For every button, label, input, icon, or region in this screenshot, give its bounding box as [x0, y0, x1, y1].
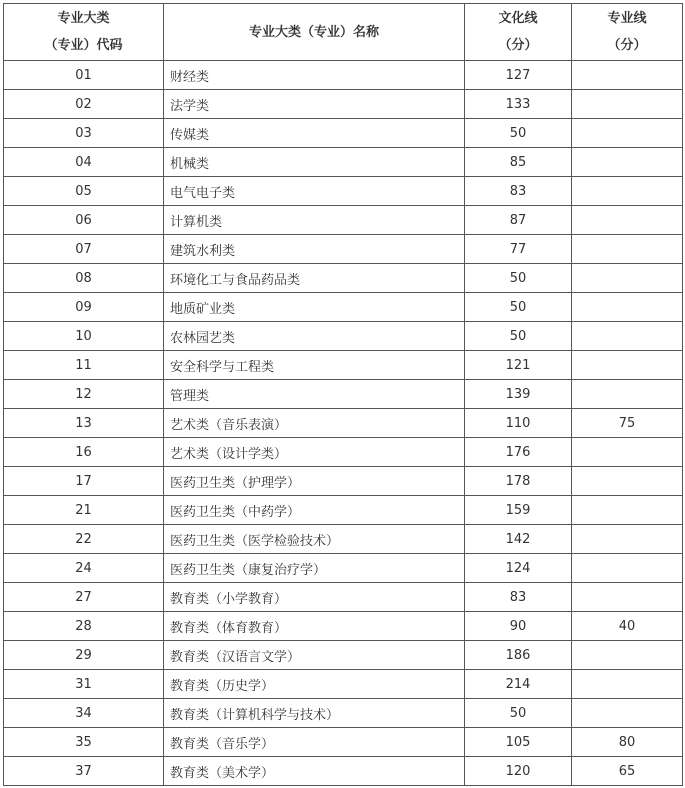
name-cell: 医药卫生类（康复治疗学）: [164, 554, 465, 583]
name-cell: 艺术类（音乐表演）: [164, 409, 465, 438]
table-row: [4, 728, 683, 757]
code-cell: 06: [4, 206, 164, 235]
table-row: [4, 612, 683, 641]
table-row: [4, 409, 683, 438]
major-score-cell: [572, 61, 683, 90]
header-culture-line1: 文化线: [498, 11, 538, 26]
code-cell: 11: [4, 351, 164, 380]
table-row: [4, 583, 683, 612]
code-cell: 22: [4, 525, 164, 554]
table-row: [4, 322, 683, 351]
code-cell: 27: [4, 583, 164, 612]
major-score-cell: [572, 699, 683, 728]
major-score-cell: [572, 177, 683, 206]
major-score-cell: [572, 641, 683, 670]
name-cell: 艺术类（设计学类）: [164, 438, 465, 467]
table-row: [4, 177, 683, 206]
culture-score-cell: 83: [465, 177, 572, 206]
code-cell: 03: [4, 119, 164, 148]
major-score-cell: [572, 583, 683, 612]
major-score-cell: [572, 351, 683, 380]
major-score-cell: [572, 525, 683, 554]
major-score-cell: [572, 670, 683, 699]
table-row: [4, 235, 683, 264]
major-score-cell: [572, 90, 683, 119]
table-row: [4, 438, 683, 467]
code-cell: 04: [4, 148, 164, 177]
score-table: [3, 3, 683, 786]
name-cell: 地质矿业类: [164, 293, 465, 322]
code-cell: 31: [4, 670, 164, 699]
culture-score-cell: 50: [465, 699, 572, 728]
header-culture: [465, 4, 572, 61]
code-cell: 34: [4, 699, 164, 728]
culture-score-cell: 50: [465, 119, 572, 148]
code-cell: 37: [4, 757, 164, 786]
code-cell: 13: [4, 409, 164, 438]
culture-score-cell: 176: [465, 438, 572, 467]
table-row: [4, 90, 683, 119]
culture-score-cell: 214: [465, 670, 572, 699]
code-cell: 10: [4, 322, 164, 351]
culture-score-cell: 124: [465, 554, 572, 583]
name-cell: 医药卫生类（医学检验技术）: [164, 525, 465, 554]
table-row: [4, 757, 683, 786]
table-row: [4, 467, 683, 496]
table-row: [4, 206, 683, 235]
major-score-cell: [572, 467, 683, 496]
major-score-cell: [572, 119, 683, 148]
culture-score-cell: 105: [465, 728, 572, 757]
table-row: [4, 496, 683, 525]
table-row: [4, 525, 683, 554]
table-row: [4, 554, 683, 583]
culture-score-cell: 50: [465, 322, 572, 351]
code-cell: 16: [4, 438, 164, 467]
code-cell: 05: [4, 177, 164, 206]
name-cell: 管理类: [164, 380, 465, 409]
code-cell: 12: [4, 380, 164, 409]
culture-score-cell: 133: [465, 90, 572, 119]
header-row: [4, 4, 683, 61]
culture-score-cell: 186: [465, 641, 572, 670]
culture-score-cell: 77: [465, 235, 572, 264]
major-score-cell: [572, 293, 683, 322]
major-score-cell: [572, 148, 683, 177]
major-score-cell: [572, 438, 683, 467]
name-cell: 教育类（计算机科学与技术）: [164, 699, 465, 728]
culture-score-cell: 178: [465, 467, 572, 496]
table-row: [4, 380, 683, 409]
header-code-line1: 专业大类: [57, 11, 110, 26]
major-score-cell: 80: [572, 728, 683, 757]
culture-score-cell: 90: [465, 612, 572, 641]
code-cell: 29: [4, 641, 164, 670]
table-row: [4, 293, 683, 322]
name-cell: 教育类（美术学）: [164, 757, 465, 786]
major-score-cell: [572, 380, 683, 409]
culture-score-cell: 159: [465, 496, 572, 525]
code-cell: 07: [4, 235, 164, 264]
table-row: [4, 264, 683, 293]
name-cell: 环境化工与食品药品类: [164, 264, 465, 293]
table-row: [4, 148, 683, 177]
major-score-cell: [572, 554, 683, 583]
table-row: [4, 670, 683, 699]
culture-score-cell: 127: [465, 61, 572, 90]
major-score-cell: [572, 322, 683, 351]
major-score-cell: [572, 264, 683, 293]
major-score-cell: 65: [572, 757, 683, 786]
header-major-line2: （分）: [607, 38, 647, 53]
table-row: [4, 351, 683, 380]
code-cell: 08: [4, 264, 164, 293]
name-cell: 安全科学与工程类: [164, 351, 465, 380]
code-cell: 01: [4, 61, 164, 90]
name-cell: 医药卫生类（中药学）: [164, 496, 465, 525]
name-cell: 教育类（小学教育）: [164, 583, 465, 612]
major-score-cell: [572, 235, 683, 264]
major-score-cell: 40: [572, 612, 683, 641]
header-code: [4, 4, 164, 61]
culture-score-cell: 50: [465, 293, 572, 322]
culture-score-cell: 121: [465, 351, 572, 380]
code-cell: 28: [4, 612, 164, 641]
name-cell: 计算机类: [164, 206, 465, 235]
name-cell: 法学类: [164, 90, 465, 119]
culture-score-cell: 142: [465, 525, 572, 554]
major-score-cell: 75: [572, 409, 683, 438]
culture-score-cell: 120: [465, 757, 572, 786]
code-cell: 24: [4, 554, 164, 583]
culture-score-cell: 50: [465, 264, 572, 293]
name-cell: 财经类: [164, 61, 465, 90]
culture-score-cell: 87: [465, 206, 572, 235]
major-score-cell: [572, 206, 683, 235]
table-row: [4, 699, 683, 728]
header-major-line1: 专业线: [607, 11, 647, 26]
culture-score-cell: 110: [465, 409, 572, 438]
name-cell: 教育类（历史学）: [164, 670, 465, 699]
culture-score-cell: 139: [465, 380, 572, 409]
name-cell: 农林园艺类: [164, 322, 465, 351]
table-row: [4, 641, 683, 670]
name-cell: 传媒类: [164, 119, 465, 148]
name-cell: 医药卫生类（护理学）: [164, 467, 465, 496]
name-cell: 教育类（音乐学）: [164, 728, 465, 757]
code-cell: 35: [4, 728, 164, 757]
table-row: [4, 119, 683, 148]
code-cell: 21: [4, 496, 164, 525]
name-cell: 机械类: [164, 148, 465, 177]
code-cell: 17: [4, 467, 164, 496]
major-score-cell: [572, 496, 683, 525]
code-cell: 02: [4, 90, 164, 119]
header-major: [572, 4, 683, 61]
name-cell: 教育类（汉语言文学）: [164, 641, 465, 670]
header-code-line2: （专业）代码: [44, 38, 123, 53]
table-row: [4, 61, 683, 90]
code-cell: 09: [4, 293, 164, 322]
culture-score-cell: 83: [465, 583, 572, 612]
name-cell: 建筑水利类: [164, 235, 465, 264]
header-culture-line2: （分）: [498, 38, 538, 53]
name-cell: 电气电子类: [164, 177, 465, 206]
name-cell: 教育类（体育教育）: [164, 612, 465, 641]
header-name: 专业大类（专业）名称: [164, 4, 465, 61]
culture-score-cell: 85: [465, 148, 572, 177]
